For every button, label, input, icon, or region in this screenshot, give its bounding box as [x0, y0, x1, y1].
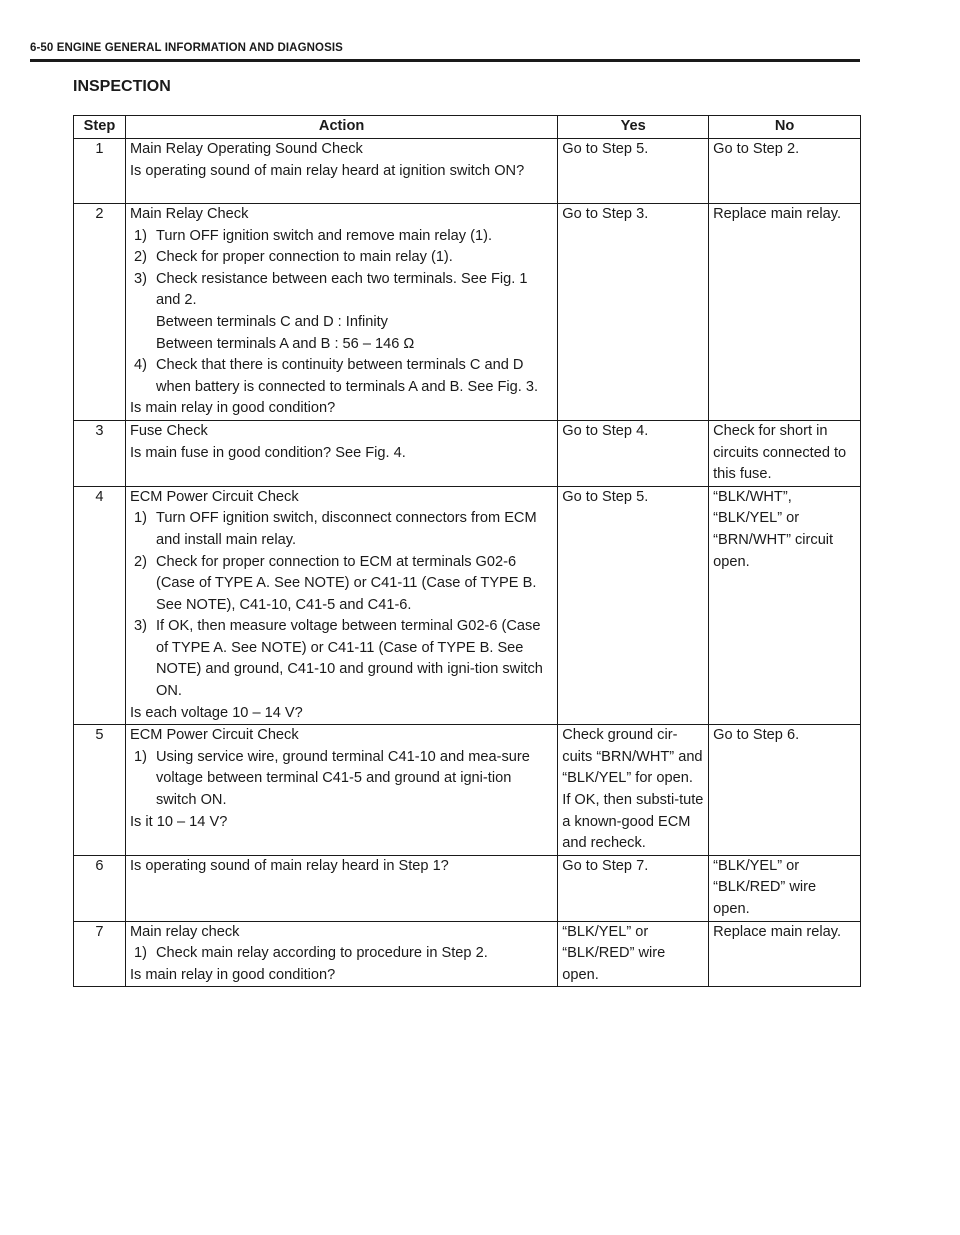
procedure-item	[130, 355, 553, 398]
no-cell: Replace main relay.	[709, 204, 861, 421]
procedure-text: Turn OFF ignition switch, disconnect connectors from ECM and install main relay.	[155, 510, 537, 548]
page-header: 6-50 ENGINE GENERAL INFORMATION AND DIAGNOSIS	[30, 42, 343, 54]
procedure-item	[130, 616, 553, 702]
procedure-text: Using service wire, ground terminal C41-10 and mea-sure voltage between terminal C41-5 and ground at igni-tion switch ON.	[155, 748, 530, 809]
check-question: Is operating sound of main relay heard at ignition switch ON?	[129, 162, 525, 179]
procedure-number: 4)	[133, 357, 147, 374]
check-question: Is main relay in good condition?	[129, 400, 336, 417]
column-header-step: Step	[74, 116, 126, 139]
procedure-list	[130, 943, 553, 965]
table-row	[74, 420, 861, 486]
action-cell	[125, 855, 557, 921]
step-number: 5	[74, 725, 126, 856]
procedure-text: Check for proper connection to ECM at terminals G02-6 (Case of TYPE A. See NOTE) or C41-11 (Case of TYPE B. See NOTE), C41-10, C41-5 and C41-6.	[155, 553, 537, 613]
procedure-number: 1)	[133, 227, 147, 244]
header-rule	[30, 59, 860, 62]
action-cell	[125, 204, 557, 421]
procedure-number: 1)	[133, 510, 147, 527]
spec-line: Between terminals A and B : 56 – 146 Ω	[155, 335, 415, 352]
procedure-item	[130, 552, 553, 617]
procedure-item	[130, 508, 553, 551]
procedure-list	[130, 747, 553, 812]
column-header-action: Action	[125, 116, 557, 139]
check-title: Main Relay Operating Sound Check	[129, 141, 363, 157]
inspection-table	[73, 115, 861, 987]
procedure-item	[130, 226, 553, 248]
check-title: Is operating sound of main relay heard in Step 1?	[129, 857, 449, 874]
yes-cell: Go to Step 5.	[558, 139, 709, 204]
procedure-text: Check for proper connection to main relay (1).	[155, 249, 453, 266]
check-title: ECM Power Circuit Check	[129, 727, 299, 744]
check-question: Is it 10 – 14 V?	[129, 813, 228, 830]
yes-cell: Go to Step 7.	[558, 855, 709, 921]
no-cell: “BLK/YEL” or “BLK/RED” wire open.	[709, 855, 861, 921]
procedure-text: If OK, then measure voltage between terminal G02-6 (Case of TYPE A. See NOTE) or C41-11 (Case of TYPE B. See NOTE) and ground, C41-10 and ground with igni-tion switch ON.	[155, 618, 543, 700]
yes-cell: “BLK/YEL” or “BLK/RED” wire open.	[558, 921, 709, 987]
spec-line: Between terminals C and D : Infinity	[155, 313, 388, 330]
procedure-number: 2)	[133, 249, 147, 266]
table-row	[74, 486, 861, 725]
action-cell	[125, 921, 557, 987]
check-title: Fuse Check	[129, 422, 208, 439]
action-cell	[125, 420, 557, 486]
no-cell: Go to Step 6.	[709, 725, 861, 856]
action-cell	[125, 486, 557, 725]
procedure-text: Turn OFF ignition switch and remove main relay (1).	[155, 227, 493, 244]
procedure-number: 2)	[133, 553, 147, 570]
procedure-number: 1)	[133, 945, 147, 962]
section-title: INSPECTION	[73, 78, 171, 95]
step-number: 6	[74, 855, 126, 921]
table-row	[74, 139, 861, 204]
action-cell	[125, 139, 557, 204]
column-header-yes: Yes	[558, 116, 709, 139]
procedure-item	[130, 247, 553, 269]
procedure-text: Check that there is continuity between terminals C and D when battery is connected to terminals A and B. See Fig. 3.	[155, 357, 539, 395]
table-row	[74, 725, 861, 856]
yes-cell: Go to Step 4.	[558, 420, 709, 486]
procedure-list	[130, 508, 553, 702]
table-row	[74, 921, 861, 987]
check-question: Is main relay in good condition?	[129, 966, 336, 983]
check-title: ECM Power Circuit Check	[129, 488, 299, 505]
procedure-list	[130, 226, 553, 399]
no-cell: Replace main relay.	[709, 921, 861, 987]
procedure-item	[130, 269, 553, 355]
step-number: 2	[74, 204, 126, 421]
no-cell: “BLK/WHT”, “BLK/YEL” or “BRN/WHT” circuit open.	[709, 486, 861, 725]
no-cell: Check for short in circuits connected to this fuse.	[709, 420, 861, 486]
step-number: 1	[74, 139, 126, 204]
table-row	[74, 855, 861, 921]
procedure-text: Check main relay according to procedure in Step 2.	[155, 945, 488, 962]
step-number: 7	[74, 921, 126, 987]
procedure-text: Check resistance between each two terminals. See Fig. 1 and 2.	[155, 270, 528, 309]
table-row	[74, 204, 861, 421]
procedure-number: 3)	[133, 270, 147, 287]
check-title: Main Relay Check	[129, 206, 249, 222]
check-title: Main relay check	[129, 923, 240, 940]
step-number: 4	[74, 486, 126, 725]
column-header-no: No	[709, 116, 861, 139]
procedure-item	[130, 747, 553, 812]
check-question: Is each voltage 10 – 14 V?	[129, 704, 303, 721]
yes-cell: Go to Step 3.	[558, 204, 709, 421]
procedure-item	[130, 943, 553, 965]
check-question: Is main fuse in good condition? See Fig. 4.	[129, 444, 406, 461]
yes-cell: Check ground cir-cuits “BRN/WHT” and “BLK/YEL” for open. If OK, then substi-tute a known-good ECM and recheck.	[558, 725, 709, 856]
step-number: 3	[74, 420, 126, 486]
procedure-number: 3)	[133, 618, 147, 635]
no-cell: Go to Step 2.	[709, 139, 861, 204]
procedure-number: 1)	[133, 748, 147, 765]
yes-cell: Go to Step 5.	[558, 486, 709, 725]
table-header-row	[74, 116, 861, 139]
action-cell	[125, 725, 557, 856]
